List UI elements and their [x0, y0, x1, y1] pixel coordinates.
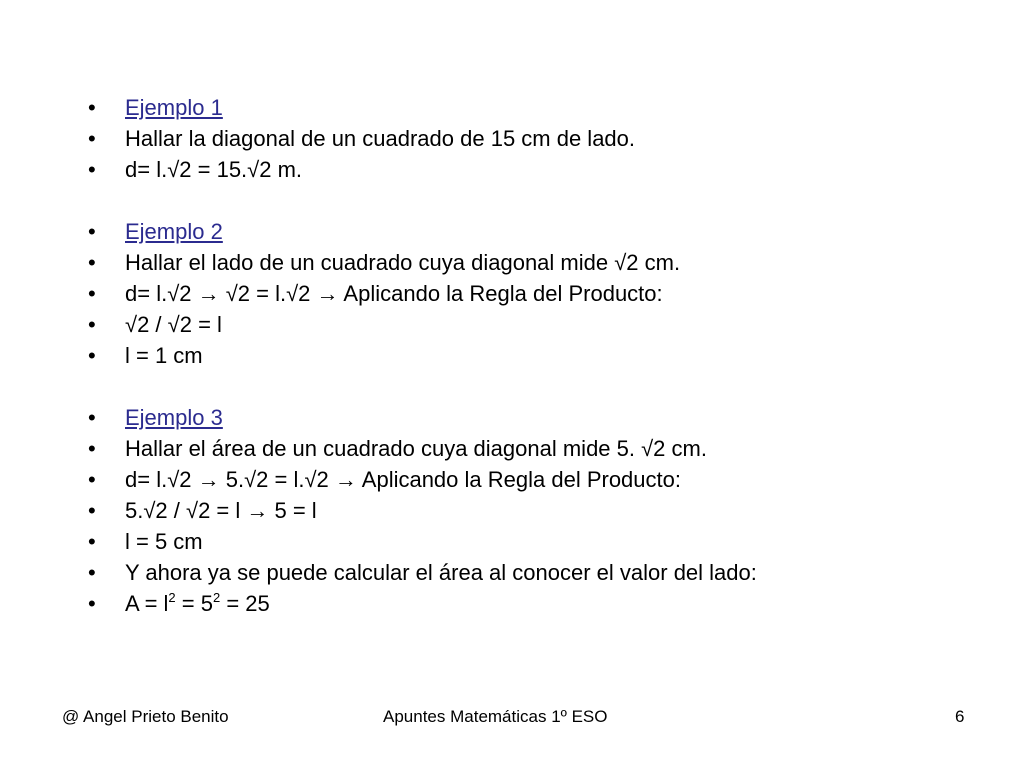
ejemplo-3-area-intro: Y ahora ya se puede calcular el área al conocer el valor del lado:	[125, 560, 757, 585]
ejemplo-2-step-1: d= l.√2 → √2 = l.√2 → Aplicando la Regla del Producto:	[125, 281, 663, 306]
bullet: •	[88, 436, 96, 461]
bullet: •	[88, 591, 96, 616]
bullet: •	[88, 95, 96, 120]
ejemplo-2-result: l = 1 cm	[125, 343, 203, 368]
ejemplo-3-statement: Hallar el área de un cuadrado cuya diagonal mide 5. √2 cm.	[125, 436, 707, 461]
ejemplo-3-line-5	[88, 557, 988, 588]
ejemplo-1-title: Ejemplo 1	[125, 95, 223, 120]
ejemplo-1-line-1	[88, 123, 988, 154]
ejemplo-2-heading	[88, 216, 988, 247]
ejemplo-1-heading	[88, 92, 988, 123]
ejemplo-2-line-2	[88, 278, 988, 309]
bullet: •	[88, 219, 96, 244]
bullet: •	[88, 529, 96, 554]
slide-content	[88, 92, 988, 619]
area-formula-rhs: = 25	[220, 591, 270, 616]
ejemplo-3-heading	[88, 402, 988, 433]
area-formula-mid: = 5	[175, 591, 213, 616]
ejemplo-3-step-2: 5.√2 / √2 = l → 5 = l	[125, 498, 317, 523]
ejemplo-3-line-3	[88, 495, 988, 526]
area-formula	[125, 588, 270, 619]
ejemplo-1-statement: Hallar la diagonal de un cuadrado de 15 cm de lado.	[125, 126, 636, 151]
ejemplo-2-title: Ejemplo 2	[125, 219, 223, 244]
bullet: •	[88, 250, 96, 275]
ejemplo-2-statement: Hallar el lado de un cuadrado cuya diagonal mide √2 cm.	[125, 250, 681, 275]
bullet: •	[88, 157, 96, 182]
area-formula-exponent-2: 2	[212, 590, 221, 605]
footer-course: Apuntes Matemáticas 1º ESO	[383, 707, 608, 726]
ejemplo-3-step-1: d= l.√2 → 5.√2 = l.√2 → Aplicando la Regla del Producto:	[125, 467, 681, 492]
bullet: •	[88, 281, 96, 306]
ejemplo-3-side-result: l = 5 cm	[125, 529, 203, 554]
ejemplo-1-solution: d= l.√2 = 15.√2 m.	[125, 157, 303, 182]
ejemplo-2-line-1	[88, 247, 988, 278]
ejemplo-1-line-2	[88, 154, 988, 185]
area-formula-exponent-1: 2	[168, 590, 176, 605]
ejemplo-3-line-4	[88, 526, 988, 557]
bullet: •	[88, 405, 96, 430]
ejemplo-2-line-4	[88, 340, 988, 371]
ejemplo-3-line-6	[88, 588, 988, 619]
ejemplo-2-step-2: √2 / √2 = l	[125, 312, 222, 337]
bullet: •	[88, 312, 96, 337]
bullet: •	[88, 343, 96, 368]
bullet: •	[88, 126, 96, 151]
bullet: •	[88, 560, 96, 585]
ejemplo-2-line-3	[88, 309, 988, 340]
footer-author: @ Angel Prieto Benito	[62, 707, 229, 726]
ejemplo-3-line-1	[88, 433, 988, 464]
footer-page-number: 6	[955, 707, 965, 726]
bullet: •	[88, 467, 96, 492]
bullet: •	[88, 498, 96, 523]
ejemplo-3-title: Ejemplo 3	[125, 405, 223, 430]
ejemplo-3-line-2	[88, 464, 988, 495]
area-formula-lhs: A = l	[125, 591, 169, 616]
